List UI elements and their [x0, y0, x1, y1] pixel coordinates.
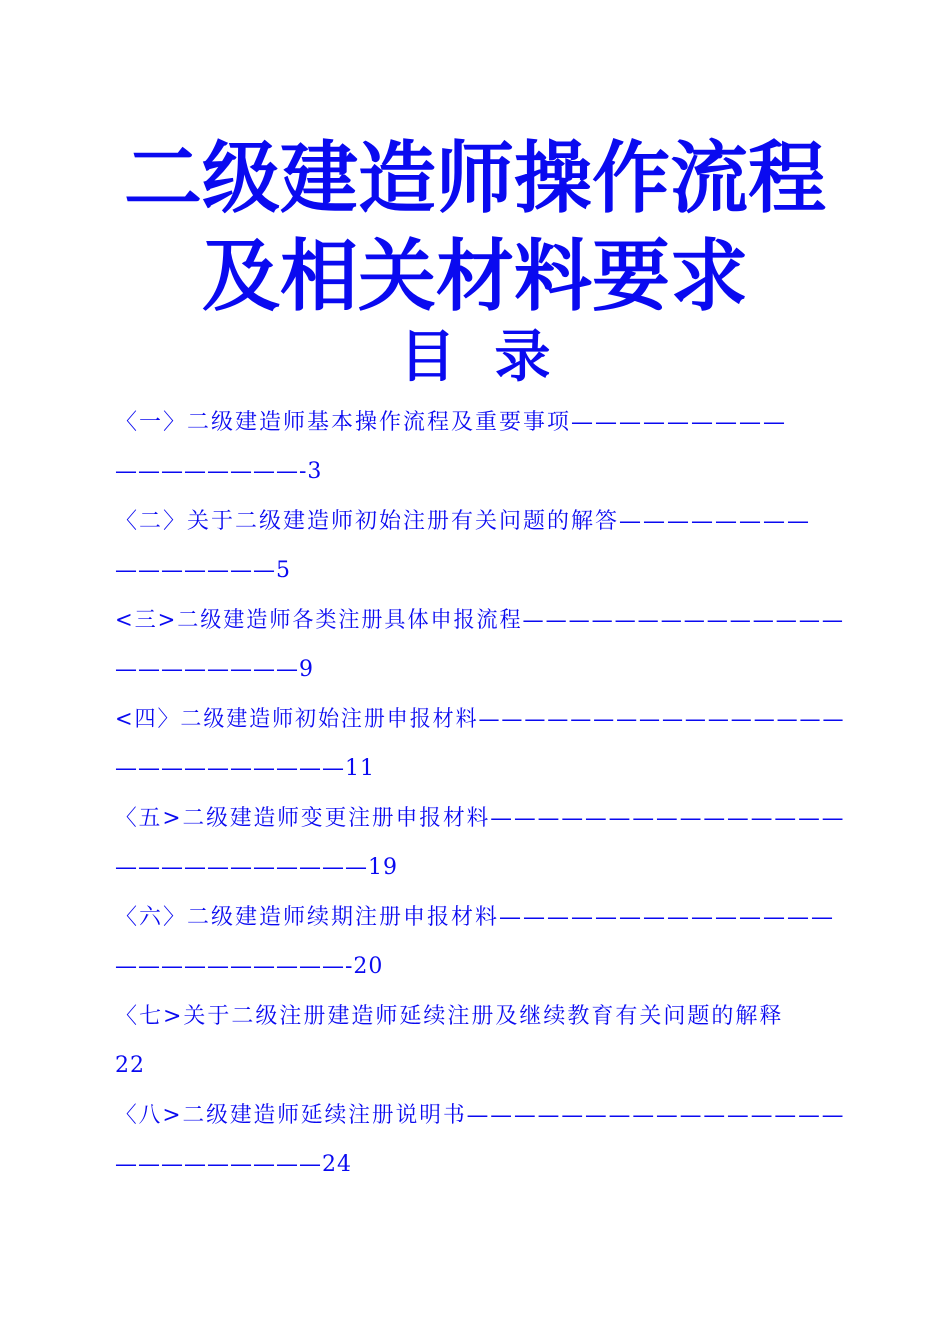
table-of-contents: [115, 402, 845, 1194]
toc-entry-page: ——————————-20: [115, 954, 384, 979]
document-title-line2: 及相关材料要求: [201, 232, 748, 322]
document-title-line1: 二级建造师操作流程: [123, 134, 826, 224]
toc-entry-text: <四〉二级建造师初始注册申报材料————————————————: [115, 707, 846, 732]
toc-entry-page: —————————24: [115, 1152, 352, 1177]
toc-entry-text: 〈一〉二级建造师基本操作流程及重要事项—————————: [115, 410, 788, 435]
toc-entry-page: ————————9: [115, 657, 314, 682]
toc-entry-page: ———————5: [115, 558, 291, 583]
toc-entry-text: 〈二〉关于二级建造师初始注册有关问题的解答————————: [115, 509, 812, 534]
toc-entry-3: [115, 600, 845, 699]
toc-entry-text: 〈五>二级建造师变更注册申报材料———————————————: [115, 806, 846, 831]
toc-entry-6: [115, 897, 845, 996]
toc-entry-page: ————————-3: [115, 459, 323, 484]
toc-entry-page: ——————————11: [115, 756, 375, 781]
toc-entry-text: 〈六〉二级建造师续期注册申报材料——————————————: [115, 905, 836, 930]
toc-entry-text: 〈七>关于二级注册建造师延续注册及继续教育有关问题的解释: [115, 1004, 784, 1029]
toc-entry-page: 22: [115, 1053, 145, 1078]
toc-entry-2: [115, 501, 845, 600]
toc-entry-4: [115, 699, 845, 798]
toc-entry-7: [115, 996, 845, 1095]
toc-entry-text: 〈八>二级建造师延续注册说明书————————————————: [115, 1103, 846, 1128]
toc-entry-1: [115, 402, 845, 501]
toc-entry-page: ———————————19: [115, 855, 398, 880]
toc-entry-5: [115, 798, 845, 897]
toc-entry-text: <三>二级建造师各类注册具体申报流程——————————————: [115, 608, 845, 633]
toc-entry-8: [115, 1095, 845, 1194]
toc-heading: 目 录: [399, 325, 551, 390]
